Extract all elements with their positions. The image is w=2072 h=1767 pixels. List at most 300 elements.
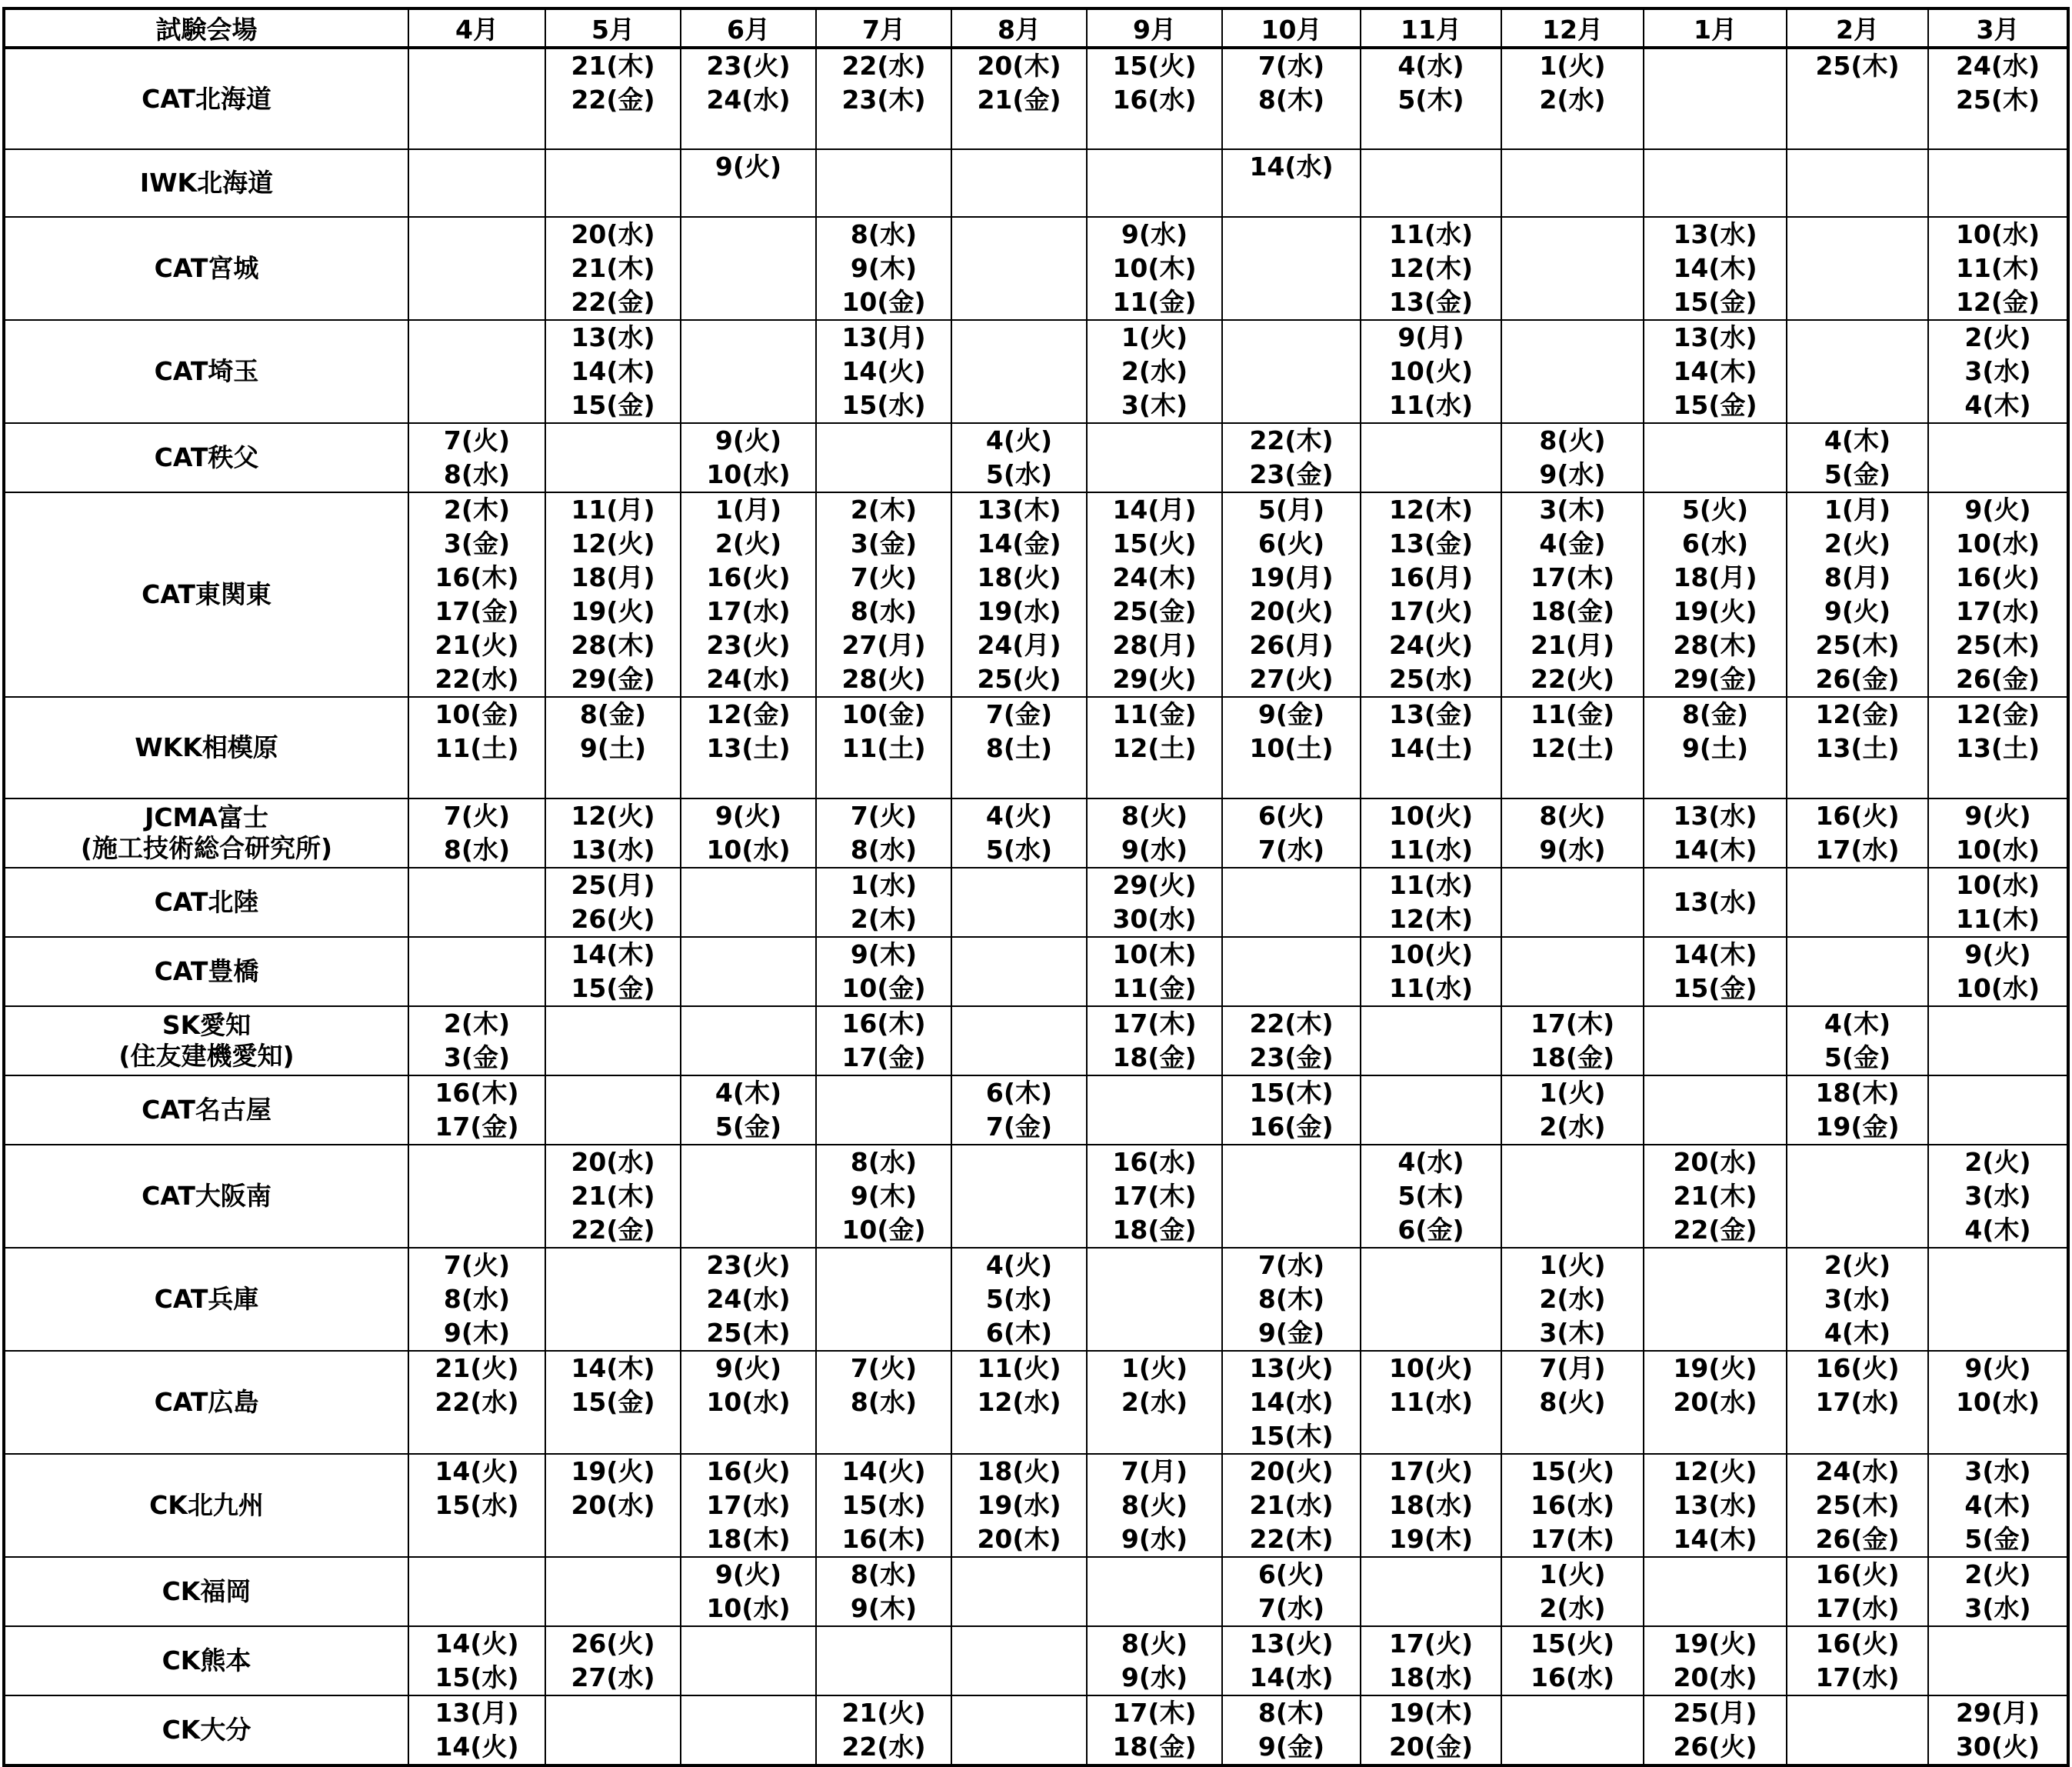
exam-date: 19(火) <box>1673 1629 1757 1659</box>
exam-date: 20(水) <box>1673 1662 1757 1692</box>
date-cell <box>1087 320 1222 423</box>
date-cell <box>1644 1557 1787 1626</box>
exam-date: 3(水) <box>1964 1593 2031 1623</box>
exam-date: 9(火) <box>1964 495 2031 525</box>
exam-date: 9(火) <box>715 152 782 182</box>
exam-date: 17(木) <box>1530 562 1615 592</box>
date-cell <box>1928 1248 2068 1351</box>
exam-date: 20(水) <box>1673 1147 1757 1177</box>
exam-date: 1(火) <box>1539 1078 1606 1108</box>
exam-date: 25(木) <box>1955 85 2040 115</box>
exam-date: 2(水) <box>1121 1387 1188 1417</box>
exam-date: 15(火) <box>1112 51 1197 81</box>
date-cell <box>1222 1248 1361 1351</box>
date-cell <box>681 1351 816 1454</box>
exam-date: 14(木) <box>1673 1524 1757 1554</box>
exam-date: 30(火) <box>1955 1732 2040 1762</box>
exam-date: 2(水) <box>1539 85 1606 115</box>
date-cell <box>681 1006 816 1075</box>
exam-date: 6(木) <box>985 1318 1053 1348</box>
date-cell <box>951 1626 1087 1695</box>
venue-cell <box>4 937 408 1006</box>
exam-date: 2(火) <box>1824 528 1891 558</box>
date-cell <box>951 697 1087 798</box>
venue-cell <box>4 320 408 423</box>
date-cell <box>1787 1006 1928 1075</box>
venue-name: CAT兵庫 <box>154 1284 259 1314</box>
date-cell <box>816 423 951 492</box>
exam-date: 4(火) <box>985 1250 1053 1280</box>
exam-date: 1(火) <box>1539 51 1606 81</box>
exam-date: 8(水) <box>850 219 918 249</box>
exam-date: 19(水) <box>977 596 1061 626</box>
date-cell <box>1787 149 1928 217</box>
date-cell <box>681 937 816 1006</box>
exam-date: 2(水) <box>1539 1112 1606 1142</box>
date-cell <box>816 320 951 423</box>
date-cell <box>1501 492 1644 697</box>
date-cell <box>951 320 1087 423</box>
date-cell <box>1928 149 2068 217</box>
month-header: 6月 <box>681 8 816 48</box>
exam-date: 17(水) <box>1815 1593 1900 1623</box>
date-cell <box>1222 217 1361 320</box>
date-cell <box>1222 697 1361 798</box>
schedule-body <box>4 48 2068 1765</box>
exam-date: 10(金) <box>841 287 926 317</box>
date-cell <box>1928 1626 2068 1695</box>
venue-name: CAT豊橋 <box>154 956 259 986</box>
date-cell <box>545 320 681 423</box>
exam-date: 9(金) <box>1258 1318 1325 1348</box>
exam-date: 5(水) <box>985 1284 1053 1314</box>
exam-date: 27(水) <box>571 1662 655 1692</box>
exam-date: 8(水) <box>443 835 511 865</box>
exam-date: 23(木) <box>841 85 926 115</box>
exam-date: 12(火) <box>1673 1456 1757 1486</box>
date-cell <box>1644 492 1787 697</box>
exam-date: 11(水) <box>1388 870 1474 900</box>
date-cell <box>1222 937 1361 1006</box>
date-cell <box>1644 798 1787 868</box>
date-cell <box>408 868 545 937</box>
date-cell <box>545 1006 681 1075</box>
exam-date: 16(水) <box>1530 1490 1615 1520</box>
exam-date: 11(土) <box>841 733 926 763</box>
date-cell <box>1501 1075 1644 1145</box>
exam-date: 25(月) <box>1673 1698 1757 1728</box>
date-cell <box>816 1248 951 1351</box>
venue-name: SK愛知 <box>162 1010 252 1040</box>
exam-date: 9(火) <box>1964 1353 2031 1383</box>
exam-date: 21(木) <box>571 51 655 81</box>
table-row <box>4 48 2068 149</box>
exam-date: 10(水) <box>706 835 791 865</box>
date-cell <box>1787 1626 1928 1695</box>
exam-date: 24(水) <box>706 664 791 694</box>
month-header: 7月 <box>816 8 951 48</box>
exam-date: 24(月) <box>977 630 1061 660</box>
venue-header: 試験会場 <box>4 8 408 48</box>
exam-date: 25(木) <box>1815 630 1900 660</box>
date-cell <box>1222 423 1361 492</box>
date-cell <box>545 1248 681 1351</box>
exam-date: 21(月) <box>1530 630 1615 660</box>
exam-date: 17(水) <box>706 596 791 626</box>
exam-date: 11(金) <box>1112 973 1197 1003</box>
exam-date: 10(火) <box>1388 1353 1474 1383</box>
exam-date: 12(木) <box>1388 904 1474 934</box>
date-cell <box>681 1075 816 1145</box>
exam-date: 21(火) <box>435 1353 519 1383</box>
exam-date: 4(金) <box>1539 528 1606 558</box>
venue-cell <box>4 1351 408 1454</box>
exam-date: 9(火) <box>1964 939 2031 969</box>
exam-date: 7(金) <box>985 699 1053 729</box>
exam-date: 11(金) <box>1112 287 1197 317</box>
date-cell <box>408 1695 545 1765</box>
exam-date: 8(木) <box>1258 85 1325 115</box>
exam-date: 10(水) <box>1955 1387 2040 1417</box>
date-cell <box>408 48 545 149</box>
date-cell <box>1087 697 1222 798</box>
exam-date: 18(金) <box>1112 1732 1197 1762</box>
date-cell <box>1087 423 1222 492</box>
date-cell <box>1361 48 1501 149</box>
table-row <box>4 320 2068 423</box>
venue-name: CAT広島 <box>154 1387 259 1417</box>
date-cell <box>545 1626 681 1695</box>
exam-date: 9(水) <box>1121 835 1188 865</box>
date-cell <box>408 423 545 492</box>
exam-date: 7(火) <box>443 1250 511 1280</box>
exam-date: 24(水) <box>706 85 791 115</box>
date-cell <box>1361 149 1501 217</box>
exam-date: 14(木) <box>571 1353 655 1383</box>
exam-date: 22(金) <box>571 287 655 317</box>
date-cell <box>1928 492 2068 697</box>
exam-date: 12(水) <box>977 1387 1061 1417</box>
exam-date: 23(火) <box>706 630 791 660</box>
exam-date: 13(水) <box>1673 887 1757 917</box>
exam-date: 10(火) <box>1388 939 1474 969</box>
date-cell <box>1222 492 1361 697</box>
date-cell <box>816 1351 951 1454</box>
date-cell <box>1787 868 1928 937</box>
exam-date: 1(火) <box>1539 1559 1606 1589</box>
exam-date: 9(木) <box>443 1318 511 1348</box>
exam-date: 12(木) <box>1388 253 1474 283</box>
exam-date: 19(木) <box>1388 1524 1474 1554</box>
exam-date: 6(木) <box>985 1078 1053 1108</box>
exam-date: 11(水) <box>1388 835 1474 865</box>
date-cell <box>1501 697 1644 798</box>
exam-date: 10(木) <box>1112 939 1197 969</box>
exam-date: 17(木) <box>1112 1009 1197 1039</box>
venue-name: IWK北海道 <box>139 168 274 198</box>
exam-date: 20(水) <box>571 1490 655 1520</box>
exam-date: 16(木) <box>435 1078 519 1108</box>
exam-date: 20(金) <box>1388 1732 1474 1762</box>
exam-date: 12(金) <box>1955 287 2040 317</box>
exam-date: 16(火) <box>706 1456 791 1486</box>
venue-cell <box>4 1075 408 1145</box>
exam-date: 1(水) <box>850 870 918 900</box>
date-cell <box>1928 48 2068 149</box>
exam-date: 8(火) <box>1121 1490 1188 1520</box>
date-cell <box>545 697 681 798</box>
exam-date: 10(水) <box>1955 870 2040 900</box>
date-cell <box>1644 149 1787 217</box>
exam-date: 18(木) <box>1815 1078 1900 1108</box>
exam-date: 14(木) <box>571 356 655 386</box>
exam-date: 21(水) <box>1249 1490 1334 1520</box>
exam-date: 20(水) <box>571 1147 655 1177</box>
exam-date: 20(水) <box>571 219 655 249</box>
date-cell <box>1222 1351 1361 1454</box>
header-row <box>4 8 2068 48</box>
exam-date: 14(火) <box>435 1456 519 1486</box>
exam-date: 16(火) <box>1815 1559 1900 1589</box>
table-row <box>4 1351 2068 1454</box>
exam-date: 8(金) <box>1681 699 1749 729</box>
exam-date: 19(水) <box>977 1490 1061 1520</box>
date-cell <box>408 1454 545 1557</box>
exam-date: 9(火) <box>715 1353 782 1383</box>
exam-date: 2(水) <box>1539 1593 1606 1623</box>
date-cell <box>545 492 681 697</box>
exam-date: 22(金) <box>571 1215 655 1245</box>
exam-date: 16(水) <box>1530 1662 1615 1692</box>
date-cell <box>1928 1351 2068 1454</box>
exam-date: 16(火) <box>1815 801 1900 831</box>
date-cell <box>1361 1145 1501 1248</box>
date-cell <box>1361 1075 1501 1145</box>
date-cell <box>1087 149 1222 217</box>
date-cell <box>1361 1351 1501 1454</box>
date-cell <box>1501 149 1644 217</box>
date-cell <box>1787 697 1928 798</box>
exam-date: 17(火) <box>1388 596 1474 626</box>
date-cell <box>1222 868 1361 937</box>
exam-date: 10(金) <box>841 1215 926 1245</box>
exam-date: 3(金) <box>443 1042 511 1072</box>
date-cell <box>1087 48 1222 149</box>
exam-date: 14(火) <box>435 1629 519 1659</box>
exam-date: 9(火) <box>715 801 782 831</box>
exam-date: 4(水) <box>1397 51 1464 81</box>
exam-date: 29(金) <box>1673 664 1757 694</box>
date-cell <box>1928 1557 2068 1626</box>
venue-name: CAT北海道 <box>142 83 271 114</box>
exam-date: 26(火) <box>571 1629 655 1659</box>
month-header: 9月 <box>1087 8 1222 48</box>
exam-date: 5(水) <box>985 459 1053 489</box>
exam-date: 11(月) <box>571 495 655 525</box>
date-cell <box>816 868 951 937</box>
date-cell <box>681 217 816 320</box>
date-cell <box>951 217 1087 320</box>
venue-name: JCMA富士 <box>145 802 268 832</box>
exam-date: 9(火) <box>1824 596 1891 626</box>
exam-date: 16(火) <box>1955 562 2040 592</box>
venue-cell <box>4 1006 408 1075</box>
exam-date: 14(木) <box>1673 835 1757 865</box>
exam-date: 7(火) <box>443 425 511 455</box>
exam-date: 2(木) <box>850 495 918 525</box>
venue-cell <box>4 423 408 492</box>
date-cell <box>816 149 951 217</box>
exam-date: 17(木) <box>1112 1698 1197 1728</box>
exam-date: 3(金) <box>443 528 511 558</box>
date-cell <box>1222 1145 1361 1248</box>
date-cell <box>1787 217 1928 320</box>
date-cell <box>545 48 681 149</box>
date-cell <box>1928 217 2068 320</box>
table-row <box>4 937 2068 1006</box>
exam-date: 18(水) <box>1388 1662 1474 1692</box>
exam-date: 9(金) <box>1258 1732 1325 1762</box>
date-cell <box>1361 1626 1501 1695</box>
exam-date: 30(水) <box>1112 904 1197 934</box>
exam-date: 13(火) <box>1249 1353 1334 1383</box>
exam-date: 15(金) <box>1673 973 1757 1003</box>
date-cell <box>1644 1248 1787 1351</box>
date-cell <box>545 217 681 320</box>
date-cell <box>1087 1626 1222 1695</box>
exam-date: 4(木) <box>1824 425 1891 455</box>
exam-date: 18(金) <box>1112 1215 1197 1245</box>
exam-date: 10(火) <box>1388 801 1474 831</box>
exam-date: 16(水) <box>1112 85 1197 115</box>
exam-date: 26(金) <box>1815 664 1900 694</box>
date-cell <box>1644 217 1787 320</box>
date-cell <box>951 1557 1087 1626</box>
date-cell <box>408 937 545 1006</box>
date-cell <box>1928 423 2068 492</box>
date-cell <box>408 492 545 697</box>
exam-date: 13(月) <box>435 1698 519 1728</box>
exam-date: 25(木) <box>1815 1490 1900 1520</box>
exam-date: 2(火) <box>1824 1250 1891 1280</box>
date-cell <box>1501 1248 1644 1351</box>
date-cell <box>1644 868 1787 937</box>
date-cell <box>1787 1248 1928 1351</box>
exam-date: 18(月) <box>571 562 655 592</box>
exam-date: 12(木) <box>1388 495 1474 525</box>
exam-date: 8(水) <box>443 459 511 489</box>
exam-date: 22(木) <box>1249 425 1334 455</box>
month-header: 10月 <box>1222 8 1361 48</box>
exam-date: 10(水) <box>706 1593 791 1623</box>
exam-date: 17(火) <box>1388 1456 1474 1486</box>
date-cell <box>681 492 816 697</box>
date-cell <box>1501 1454 1644 1557</box>
exam-date: 7(水) <box>1258 1593 1325 1623</box>
date-cell <box>1222 320 1361 423</box>
exam-date: 13(金) <box>1388 699 1474 729</box>
exam-date: 24(水) <box>706 1284 791 1314</box>
exam-date: 9(月) <box>1397 322 1464 352</box>
exam-date: 17(水) <box>706 1490 791 1520</box>
exam-date: 5(金) <box>1964 1524 2031 1554</box>
exam-date: 15(水) <box>435 1662 519 1692</box>
exam-date: 10(金) <box>841 973 926 1003</box>
month-header: 11月 <box>1361 8 1501 48</box>
exam-date: 10(土) <box>1249 733 1334 763</box>
exam-date: 17(金) <box>841 1042 926 1072</box>
exam-date: 8(水) <box>443 1284 511 1314</box>
exam-date: 13(土) <box>1955 733 2040 763</box>
exam-date: 10(水) <box>1955 219 2040 249</box>
exam-date: 14(土) <box>1388 733 1474 763</box>
date-cell <box>1928 320 2068 423</box>
date-cell <box>1222 1557 1361 1626</box>
exam-date: 20(木) <box>977 51 1061 81</box>
exam-date: 7(水) <box>1258 51 1325 81</box>
venue-cell <box>4 798 408 868</box>
exam-date: 15(金) <box>1673 390 1757 420</box>
exam-date: 19(火) <box>571 1456 655 1486</box>
exam-date: 27(月) <box>841 630 926 660</box>
exam-date: 13(水) <box>1673 1490 1757 1520</box>
exam-date: 2(水) <box>1121 356 1188 386</box>
date-cell <box>1928 697 2068 798</box>
date-cell <box>1787 1351 1928 1454</box>
venue-name: CAT名古屋 <box>142 1095 271 1125</box>
date-cell <box>681 798 816 868</box>
date-cell <box>408 217 545 320</box>
date-cell <box>1222 1006 1361 1075</box>
exam-date: 12(火) <box>571 801 655 831</box>
exam-date: 14(木) <box>1673 939 1757 969</box>
date-cell <box>1928 868 2068 937</box>
venue-name: CK福岡 <box>162 1576 252 1606</box>
exam-date: 10(木) <box>1112 253 1197 283</box>
venue-cell <box>4 1248 408 1351</box>
exam-date: 18(月) <box>1673 562 1757 592</box>
date-cell <box>1222 1695 1361 1765</box>
exam-date: 18(火) <box>977 562 1061 592</box>
date-cell <box>1361 217 1501 320</box>
date-cell <box>1087 868 1222 937</box>
exam-date: 23(火) <box>706 1250 791 1280</box>
exam-date: 23(金) <box>1249 459 1334 489</box>
date-cell <box>1501 1351 1644 1454</box>
exam-date: 5(水) <box>985 835 1053 865</box>
date-cell <box>408 697 545 798</box>
exam-date: 6(金) <box>1397 1215 1464 1245</box>
date-cell <box>1787 1145 1928 1248</box>
table-row <box>4 868 2068 937</box>
date-cell <box>1787 492 1928 697</box>
exam-date: 17(水) <box>1815 1662 1900 1692</box>
venue-name: CK大分 <box>162 1715 252 1745</box>
date-cell <box>1361 1695 1501 1765</box>
exam-date: 19(金) <box>1815 1112 1900 1142</box>
exam-date: 3(金) <box>850 528 918 558</box>
exam-date: 11(水) <box>1388 1387 1474 1417</box>
date-cell <box>1787 320 1928 423</box>
exam-date: 11(金) <box>1112 699 1197 729</box>
exam-date: 14(火) <box>841 1456 926 1486</box>
exam-date: 7(水) <box>1258 835 1325 865</box>
venue-name: CAT東関東 <box>142 579 271 609</box>
exam-date: 4(木) <box>1964 390 2031 420</box>
exam-date: 15(水) <box>435 1490 519 1520</box>
exam-date: 9(火) <box>715 1559 782 1589</box>
exam-date: 26(月) <box>1249 630 1334 660</box>
